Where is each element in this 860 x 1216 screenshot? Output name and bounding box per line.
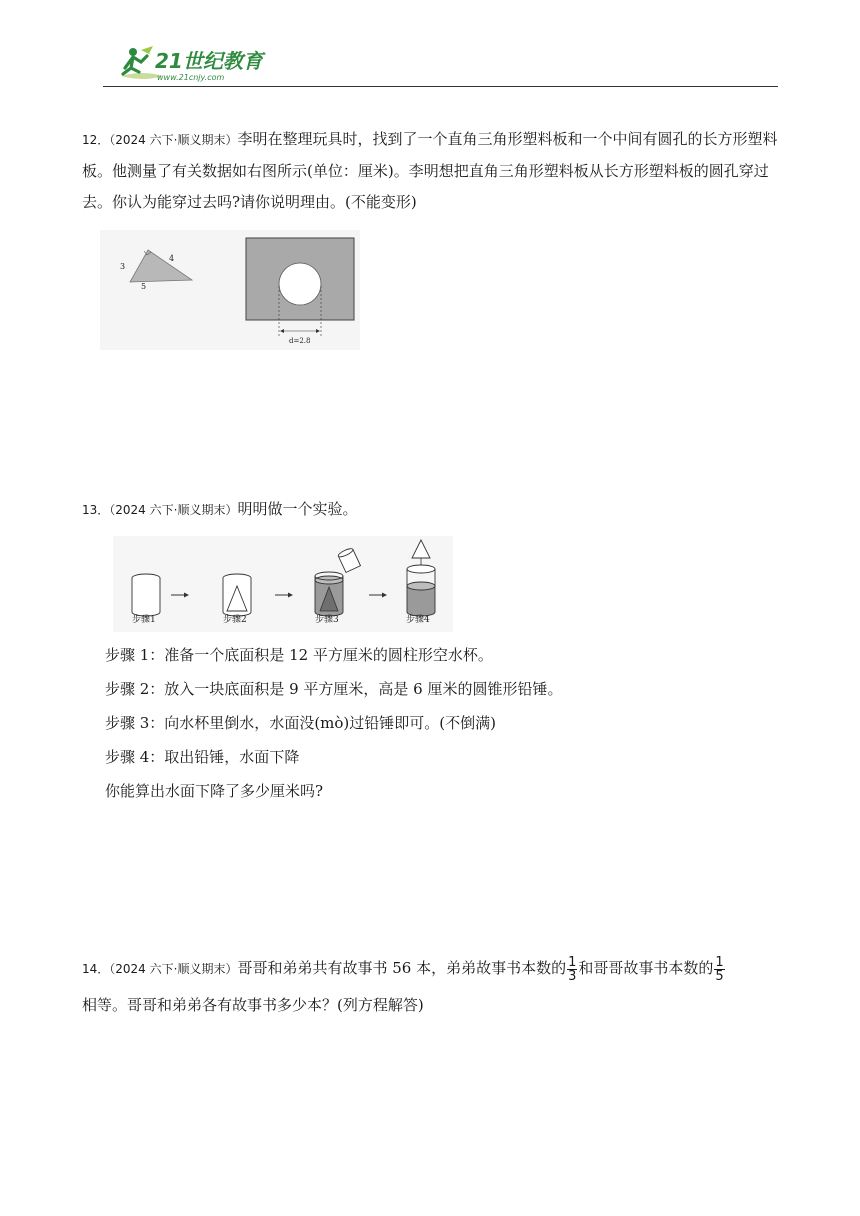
step-caption: 步骤2 [223,615,247,625]
question-source: （2024 六下·顺义期末） [109,962,238,976]
question-13 [82,494,778,526]
step1-cup [132,574,160,616]
question-number: 12． [82,133,110,147]
q13-figure [113,536,453,632]
step-caption: 步骤1 [132,615,156,625]
question-source: （2024 六下·顺义期末） [109,133,238,147]
question-text: 和哥哥故事书本数的 [578,959,714,977]
question-prompt: 你能算出水面下降了多少厘米吗? [105,782,324,800]
logo [103,40,303,84]
step-caption: 步骤3 [315,615,339,625]
triangle-side-label: 5 [141,282,147,291]
hole-diameter-label: d=2.8 [289,337,311,345]
step-line: 步骤 4：取出铅锤，水面下降 [105,748,300,766]
question-12 [82,124,778,218]
fraction-denominator: 3 [568,968,577,984]
question-text: 哥哥和弟弟共有故事书 56 本，弟弟故事书本数的 [237,959,567,977]
page-header [103,40,778,87]
step2-cup-with-cone [223,574,251,616]
question-text: 李明在整理玩具时，找到了一个直角三角形塑料板和一个中间有圆孔的长方形塑料板。他测量了有关数据如右图所示(单位：厘米)。李明想把直角三角形塑料板从长方形塑料板的圆孔穿过去。你认为能穿过去吗?请你说明理由。(不能变形) [82,130,778,211]
q12-figure [100,230,360,350]
triangle-side-label: 4 [169,254,175,263]
step-caption: 步骤4 [406,615,430,625]
logo-url: www.21cnjy.com [157,73,225,82]
question-14 [82,950,778,1023]
triangle-side-label: 3 [120,262,126,271]
question-text: 明明做一个实验。 [237,500,358,518]
step-line: 步骤 3：向水杯里倒水，水面没(mò)过铅锤即可。(不倒满) [105,714,496,732]
step-line: 步骤 1：准备一个底面积是 12 平方厘米的圆柱形空水杯。 [105,646,493,664]
fraction-one-third [567,956,577,983]
fraction-numerator: 1 [715,954,724,970]
fraction-one-fifth [714,956,724,983]
step-line: 步骤 2：放入一块底面积是 9 平方厘米，高是 6 厘米的圆锥形铅锤。 [105,680,563,698]
question-number: 14． [82,962,110,976]
question-number: 13． [82,503,110,517]
fraction-numerator: 1 [568,954,577,970]
logo-text: 21世纪教育 [155,49,263,73]
question-source: （2024 六下·顺义期末） [109,503,238,517]
question-text: 相等。哥哥和弟弟各有故事书多少本？(列方程解答) [82,996,424,1014]
fraction-denominator: 5 [715,968,724,984]
